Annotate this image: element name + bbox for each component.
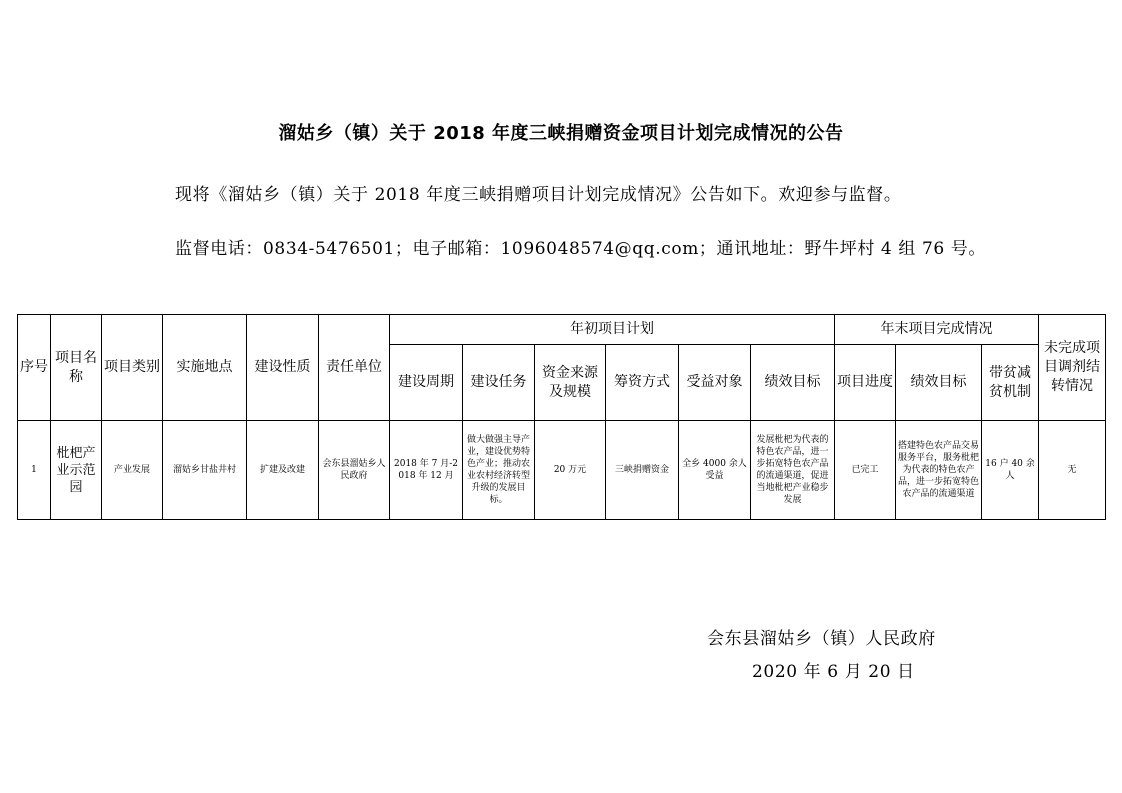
header-unit: 责任单位 (319, 315, 390, 421)
cell-financing: 三峡捐赠资金 (606, 421, 679, 520)
cell-seq: 1 (18, 421, 51, 520)
cell-progress: 已完工 (835, 421, 896, 520)
header-group-plan: 年初项目计划 (390, 315, 835, 345)
page-title: 溜姑乡（镇）关于 2018 年度三峡捐赠资金项目计划完成情况的公告 (278, 123, 844, 144)
header-seq: 序号 (18, 315, 51, 421)
cell-funds: 20 万元 (535, 421, 606, 520)
header-progress: 项目进度 (835, 345, 896, 421)
project-table (17, 314, 1106, 520)
header-goal: 绩效目标 (751, 345, 835, 421)
header-unfinished: 未完成项目调剂结转情况 (1039, 315, 1106, 421)
header-poverty: 带贫减贫机制 (982, 345, 1039, 421)
header-beneficiary: 受益对象 (679, 345, 751, 421)
cell-name: 枇杷产业示范园 (51, 421, 102, 520)
cell-goal2: 搭建特色农产品交易服务平台，服务枇杷为代表的特色农产品，进一步拓宽特色农产品的流通渠道 (896, 421, 982, 520)
cell-task: 做大做强主导产业，建设优势特色产业；推动农业农村经济转型升级的发展目标。 (463, 421, 535, 520)
table-row (18, 421, 1106, 520)
header-category: 项目类别 (102, 315, 163, 421)
cell-period: 2018 年 7 月-2018 年 12 月 (390, 421, 463, 520)
intro-paragraph: 现将《溜姑乡（镇）关于 2018 年度三峡捐赠项目计划完成情况》公告如下。欢迎参与监督。 (175, 185, 902, 205)
header-group-completion: 年末项目完成情况 (835, 315, 1039, 345)
table-header-row (18, 315, 1106, 345)
cell-location: 溜姑乡甘盐井村 (163, 421, 247, 520)
contact-paragraph: 监督电话：0834-5476501；电子邮箱：1096048574@qq.com；通讯地址：野牛坪村 4 组 76 号。 (175, 239, 986, 259)
cell-beneficiary: 全乡 4000 余人受益 (679, 421, 751, 520)
header-nature: 建设性质 (247, 315, 319, 421)
header-financing: 筹资方式 (606, 345, 679, 421)
header-period: 建设周期 (390, 345, 463, 421)
signature-org: 会东县溜姑乡（镇）人民政府 (707, 629, 936, 649)
header-name: 项目名称 (51, 315, 102, 421)
cell-goal: 发展枇杷为代表的特色农产品，进一步拓宽特色农产品的流通渠道，促进当地枇杷产业稳步发展 (751, 421, 835, 520)
cell-poverty: 16 户 40 余人 (982, 421, 1039, 520)
header-goal2: 绩效目标 (896, 345, 982, 421)
cell-category: 产业发展 (102, 421, 163, 520)
signature-date: 2020 年 6 月 20 日 (752, 662, 915, 682)
cell-unit: 会东县溜姑乡人民政府 (319, 421, 390, 520)
cell-nature: 扩建及改建 (247, 421, 319, 520)
header-task: 建设任务 (463, 345, 535, 421)
header-funds: 资金来源及规模 (535, 345, 606, 421)
header-location: 实施地点 (163, 315, 247, 421)
cell-unfinished: 无 (1039, 421, 1106, 520)
